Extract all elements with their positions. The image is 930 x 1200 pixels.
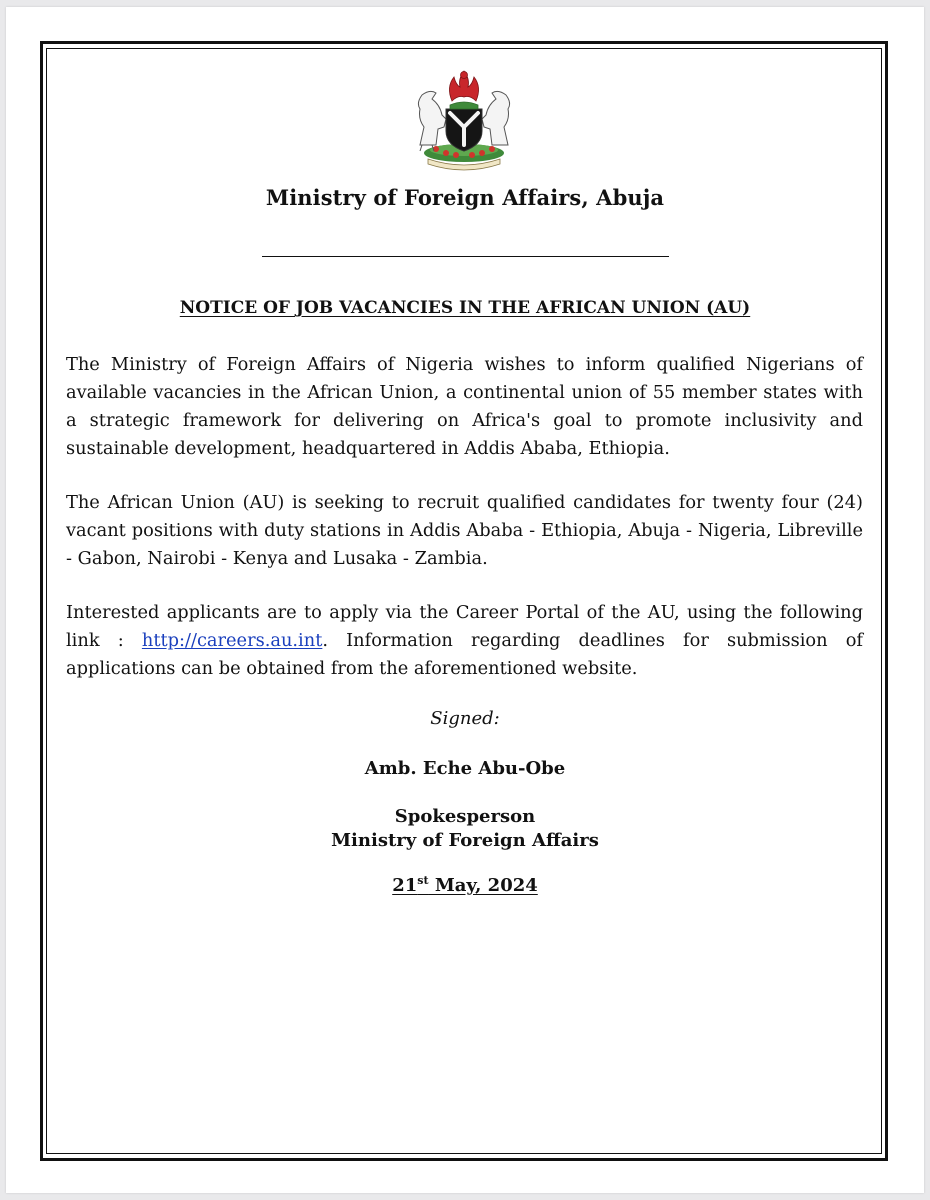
signatory-name: Amb. Eche Abu-Obe <box>364 758 566 779</box>
notice-heading: NOTICE OF JOB VACANCIES IN THE AFRICAN UNION (AU) <box>179 298 751 318</box>
signed-label: Signed: <box>430 708 500 729</box>
paragraph-vacancies: The African Union (AU) is seeking to recruit qualified candidates for twenty four (24) vacant positions with duty stations in Addis Ababa - Ethiopia, Abuja - Nigeria, Libreville - Gabon, Nairobi - Kenya and Lusaka - Zambia. <box>66 492 863 569</box>
title-underline <box>262 256 669 257</box>
careers-portal-link[interactable]: http://careers.au.int <box>141 630 323 651</box>
ministry-title: Ministry of Foreign Affairs, Abuja <box>265 185 665 210</box>
application-text-after-link: . Information regarding deadlines for submission of applications can be obtained from the aforementioned website. <box>66 630 863 679</box>
paragraph-application <box>66 599 863 683</box>
signatory-organization: Ministry of Foreign Affairs <box>331 830 599 851</box>
date-month-year: May, 2024 <box>428 875 538 896</box>
date-suffix: st <box>417 874 429 887</box>
coat-of-arms-icon <box>402 65 526 171</box>
signatory-role: Spokesperson <box>394 806 536 827</box>
signatory-title <box>0 805 930 853</box>
notice-date <box>0 874 930 896</box>
date-day: 21 <box>392 875 418 896</box>
paragraph-intro: The Ministry of Foreign Affairs of Nigeria wishes to inform qualified Nigerians of available vacancies in the African Union, a continental union of 55 member states with a strategic framework for delivering on Africa's goal to promote inclusivity and sustainable development, headquartered in Addis Ababa, Ethiopia. <box>66 354 863 459</box>
application-text-before-link: Interested applicants are to apply via the Career Portal of the AU, using the following link : <box>66 602 863 651</box>
